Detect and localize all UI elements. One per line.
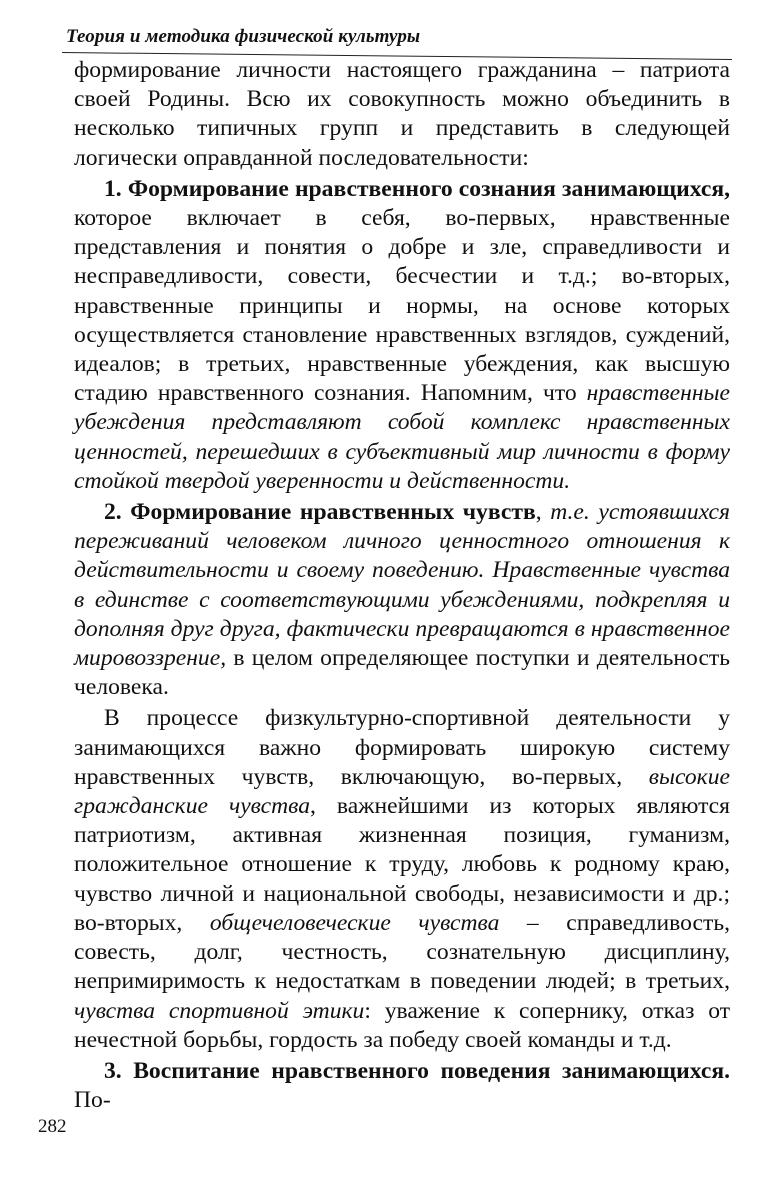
text-run: По- [74, 1087, 111, 1114]
text-run: , [535, 499, 551, 526]
italic-run: чувства спортивной этики [74, 997, 365, 1024]
italic-run: нравственные убеждения представляют собой комплекс нравственных ценностей, перешедших в субъективный мир личности в форму стойкой твердой уверенности и действенности. [74, 380, 730, 494]
text-run: формирование личности настоящего гражданина – патриота своей Родины. Всю их совокупность можно объединить в несколько типичных групп и представить в следующей логически оправданной последовательности: [74, 57, 730, 171]
paragraph-3 [74, 498, 730, 702]
text-run: которое включает в себя, во-первых, нравственные представления и понятия о добре и зле, справедливости и несправедливости, совести, бесчестии и т.д.; во-вторых, нравственные принципы и нормы, на основе которых осуществляется становление нравственных взглядов, суждений, идеалов; в третьих, нравственные убеждения, как высшую стадию нравственного сознания. Напомним, что [74, 205, 730, 407]
text-run: в целом определяющее поступки и деятельность человека. [74, 645, 730, 701]
text-run: , важнейшими из которых являются патриотизм, активная жизненная позиция, гуманизм, положительное отношение к труду, любовь к родному краю, чувство личной и национальной свободы, независимости и др.; во-вторых, [74, 793, 731, 936]
paragraph-2 [74, 175, 730, 496]
paragraph-4 [74, 704, 730, 1054]
paragraph-1 [74, 56, 730, 173]
section-heading-2: 2. Формирование нравственных чувств [104, 499, 536, 526]
paragraph-5 [74, 1057, 730, 1115]
italic-run: общечеловеческие чувства [209, 909, 500, 936]
text-run: : уважение к сопернику, отказ от нечестной борьбы, гордость за победу своей команды и т.д. [74, 997, 731, 1053]
body-text [74, 56, 730, 1115]
section-heading-1: 1. Формирование нравственного сознания занимающихся, [104, 175, 730, 202]
running-header: Теория и методика физической культуры [66, 26, 421, 47]
text-run: В процессе физкультурно-спортивной деятельности у занимающихся важно формировать широкую систему нравственных чувств, включающую, во-первых, [74, 705, 730, 790]
italic-run: высокие гражданские чувства [74, 763, 730, 820]
text-run: – справедливость, совесть, долг, честность, сознательную дисциплину, непримиримость к недостаткам в поведении людей; в третьих, [74, 909, 730, 995]
section-heading-3: 3. Воспитание нравственного поведения занимающихся. [104, 1057, 730, 1084]
page-number: 282 [38, 1116, 67, 1137]
italic-run: т.е. устоявшихся переживаний человеком личного ценностного отношения к действительности и своему поведению. Нравственные чувства в единстве с соответствующими убеждениями, подкрепляя и дополняя друг друга, фактически превращаются в нравственное мировоззрение, [74, 499, 730, 672]
